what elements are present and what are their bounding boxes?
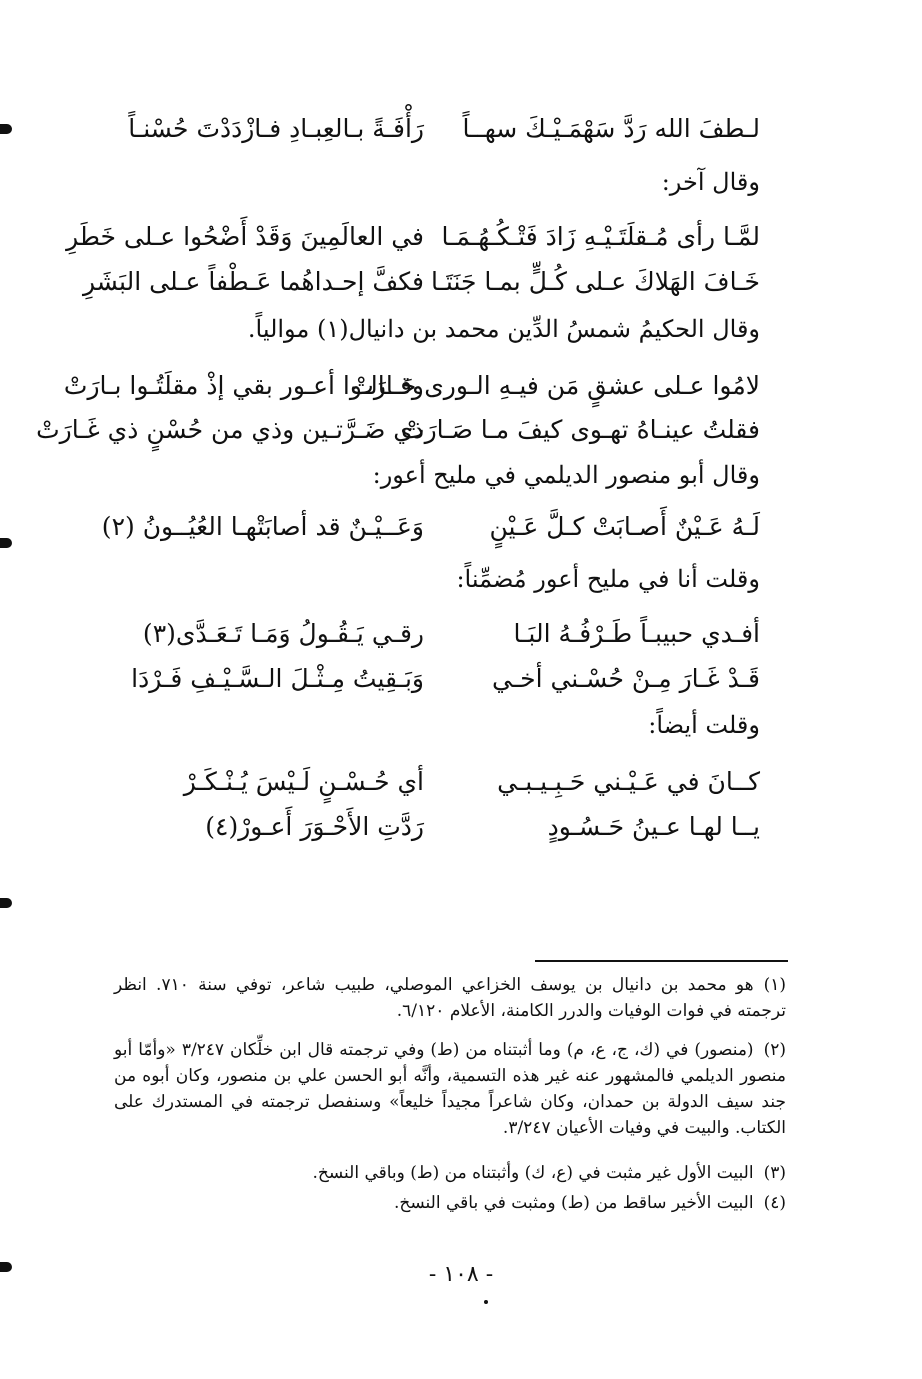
footnote-number: (١) [763, 975, 786, 995]
footnote [114, 972, 786, 1024]
verse-second-hemistich: رَدَّتِ الأَحْـوَرَ أَعـورْ(٤) [205, 812, 424, 841]
verse-second-hemistich: أي حُـسْـنٍ لَـيْسَ يُـنْـكَـرْ [183, 767, 424, 796]
verse-first-hemistich: لَـهُ عَـيْنٌ أَصـابَتْ كـلَّ عَـيْنٍ [489, 512, 760, 541]
verse-second-hemistich: ذي ضَـرَّتـين وذي من حُسْنٍ ذي غَـارَتْ [36, 415, 424, 444]
verse-intro: وقلت أنا في مليح أعور مُضمِّناً: [456, 565, 760, 593]
verse-second-hemistich: وَبَـقِيتُ مِـثْـلَ الـسَّـيْـفِ فَـرْدَا [131, 664, 424, 693]
footnote [114, 1190, 786, 1216]
footnote-text: (منصور) في (ك، ج، ع، م) وما أثبتناه من (ط) وفي ترجمته قال ابن خلِّكان ٣/٢٤٧ «وأمّا أبو منصور الديلمي فالمشهور عنه غير هذه التسمية، وأنَّه أبو الحسن علي بن منصور، وكان أبوه من جند سيف الدولة بن حمدان، وكان شاعراً مجيداً خليعاً» وسنفصل ترجمته في المستدرك على الكتاب. والبيت في وفيات الأعيان ٣/٢٤٧. [114, 1040, 786, 1138]
verse-second-hemistich: وَعَــيْـنٌ قد أصابَتْهـا العُيُــونُ (٢) [101, 512, 424, 541]
verse-first-hemistich: لامُوا عـلى عشقٍ مَن فيـهِ الـورى حَـارَتْ [350, 371, 760, 400]
footnote-text: البيت الأخير ساقط من (ط) ومثبت في باقي النسخ. [393, 1193, 754, 1213]
verse-intro: وقلت أيضاً: [648, 711, 760, 739]
page-number: - ١٠٨ - [428, 1262, 494, 1287]
ink-dot [484, 1300, 488, 1304]
verse-intro: وقال آخر: [661, 168, 760, 196]
footnote-number: (٣) [763, 1163, 786, 1183]
verse-first-hemistich: قَـدْ غَـارَ مِـنْ حُسْـني أخـي [491, 664, 760, 693]
verse-second-hemistich: وقــالـوا أعـور بقي إذْ مقلَتُـوا بـارَتْ [63, 371, 424, 400]
verse-intro: وقال الحكيمُ شمسُ الدِّين محمد بن دانيال(١) موالياً. [247, 315, 760, 343]
verse-first-hemistich: لـطفَ الله رَدَّ سَهْمَـيْـكَ سهــاً [462, 114, 760, 143]
verse-first-hemistich: كــانَ في عَـيْـني حَـبِـيـبـي [497, 767, 760, 796]
binding-mark [0, 898, 12, 908]
verse-intro: وقال أبو منصور الديلمي في مليح أعور: [372, 461, 760, 489]
footnote [114, 1160, 786, 1186]
footnote-number: (٢) [763, 1040, 786, 1060]
footnote [114, 1037, 786, 1141]
verse-second-hemistich: في العالَمِينَ وَقَدْ أَضْحُوا عـلى خَطَرِ [66, 222, 424, 251]
verse-second-hemistich: فكفَّ إحـداهُما عَـطْفاً عـلى البَشَرِ [82, 267, 424, 296]
footnote-separator [535, 960, 788, 962]
footnote-text: البيت الأول غير مثبت في (ع، ك) وأثبتناه من (ط) وباقي النسخ. [312, 1163, 754, 1183]
verse-first-hemistich: خَـافَ الهَلاكَ عـلى كُـلٍّ بمـا جَنَتَـا [430, 267, 760, 296]
verse-first-hemistich: فقلتُ عينـاهُ تهـوى كيفَ مـا صَـارَتْ [401, 415, 760, 444]
verse-first-hemistich: لمَّـا رأى مُـقلَتَـيْـهِ زَادَ فَتْـكُـهُـمَـا [441, 222, 760, 251]
binding-mark [0, 124, 12, 134]
verse-first-hemistich: يــا لهـا عـينُ حَـسُـودٍ [547, 812, 760, 841]
binding-mark [0, 538, 12, 548]
verse-first-hemistich: أفـدي حبيبـاً طَـرْفُـهُ البَـا [513, 619, 760, 648]
footnote-number: (٤) [763, 1193, 786, 1213]
verse-second-hemistich: رقـي يَـقُـولُ وَمَـا تَـعَـدَّى(٣) [142, 619, 424, 648]
footnote-text: هو محمد بن دانيال بن يوسف الخزاعي الموصلي، طبيب شاعر، توفي سنة ٧١٠. انظر ترجمته في فوات الوفيات والدرر الكامنة، الأعلام ٦/١٢٠. [114, 975, 786, 1021]
verse-second-hemistich: رَأْفَـةً بـالعِبـادِ فـازْدَدْتَ حُسْنـاً [128, 114, 424, 143]
